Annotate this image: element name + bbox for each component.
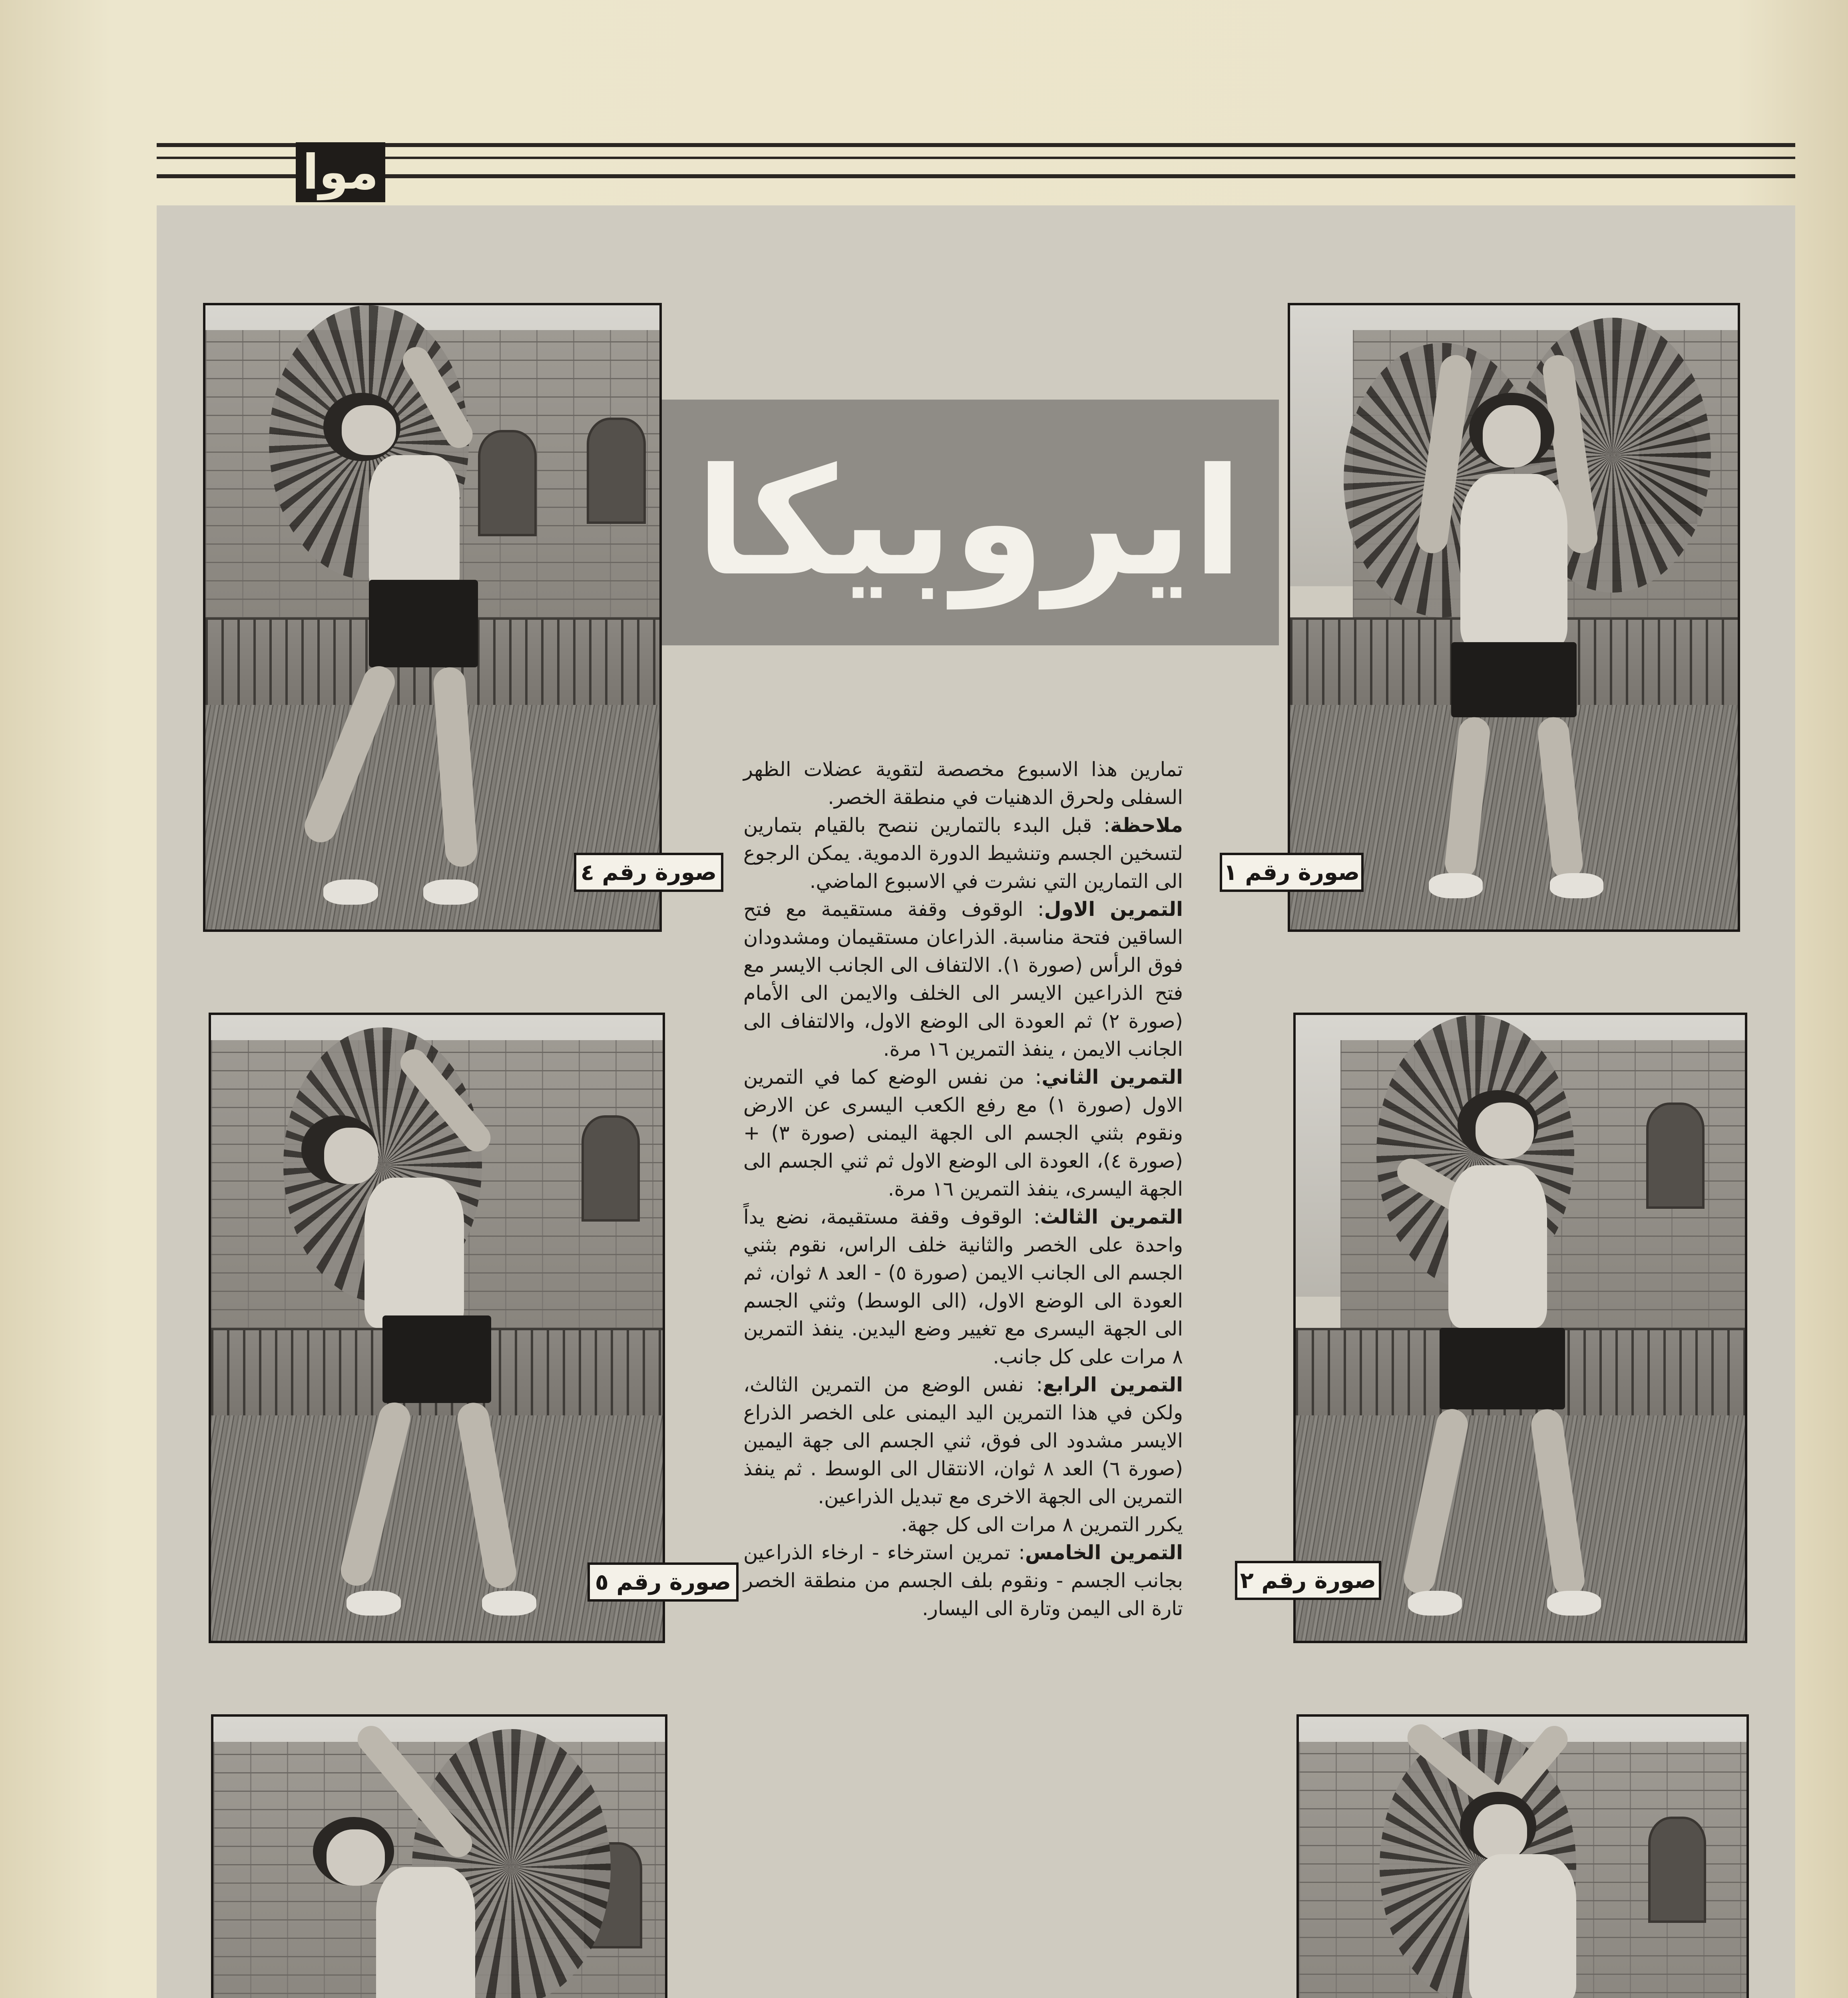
header-rule	[157, 141, 1795, 179]
section-tab: موا	[296, 142, 385, 202]
exercise-2-text: : من نفس الوضع كما في التمرين الاول (صورة ١) مع رفع الكعب اليسرى عن الارض ونقوم بثني الجسم الى الجهة اليمنى (صورة ٣) + (صورة ٤)، العودة الى الوضع الاول ثم ثني الجسم الى الجهة اليسرى، ينفذ التمرين ١٦ مرة.	[743, 1065, 1183, 1200]
photo-4	[203, 303, 662, 932]
exercise-5	[743, 1538, 1183, 1622]
exercise-5-text: : تمرين استرخاء - ارخاء الذراعين بجانب الجسم - ونقوم بلف الجسم من منطقة الخصر تارة الى اليمن وتارة الى اليسار.	[743, 1541, 1183, 1620]
photo-6	[211, 1714, 667, 1998]
photo-4-caption: صورة رقم ٤	[574, 853, 723, 892]
exercise-1	[743, 895, 1183, 1063]
article-intro: تمارين هذا الاسبوع مخصصة لتقوية عضلات الظهر السفلى ولحرق الدهنيات في منطقة الخصر.	[743, 758, 1183, 809]
photo-5	[209, 1013, 665, 1643]
exercise-2-label: التمرين الثاني	[1041, 1065, 1183, 1089]
exercise-5-label: التمرين الخامس	[1025, 1541, 1183, 1564]
photo-3	[1296, 1714, 1749, 1998]
photo-2-caption: صورة رقم ٢	[1235, 1561, 1381, 1600]
photo-2	[1293, 1013, 1747, 1643]
note-label: ملاحظة	[1110, 814, 1183, 837]
exercise-4-text: : نفس الوضع من التمرين الثالث، ولكن في هذا التمرين اليد اليمنى على الخصر الذراع الايسر مشدود الى فوق، ثني الجسم الى جهة اليمين (صورة ٦) العد ٨ ثوان، الانتقال الى الوسط . ثم ينفذ التمرين الى الجهة الاخرى مع تبديل الذراعين.	[743, 1373, 1183, 1508]
note-text: : قبل البدء بالتمارين ننصح بالقيام بتمارين لتسخين الجسم وتنشيط الدورة الدموية. يمكن الرجوع الى التمارين التي نشرت في الاسبوع الماضي.	[743, 814, 1183, 893]
exercise-2	[743, 1063, 1183, 1203]
exercise-3-label: التمرين الثالث	[1040, 1205, 1183, 1228]
exercise-1-text: : الوقوف وقفة مستقيمة مع فتح الساقين فتحة مناسبة. الذراعان مستقيمان ومشدودان فوق الرأس (صورة ١). الالتفاف الى الجانب الايسر مع فتح الذراعين الايسر الى الخلف والايمن الى الأمام (صورة ٢) ثم العودة الى الوضع الاول، والالتفاف الى الجانب الايمن ، ينفذ التمرين ١٦ مرة.	[743, 898, 1183, 1061]
exercise-4	[743, 1371, 1183, 1510]
article-title: ايروبيكا	[695, 436, 1243, 609]
photo-1	[1288, 303, 1740, 932]
exercise-4-label: التمرين الرابع	[1043, 1373, 1183, 1396]
exercise-4-repeat: يكرر التمرين ٨ مرات الى كل جهة.	[901, 1513, 1183, 1536]
article-note	[743, 811, 1183, 895]
exercise-3	[743, 1203, 1183, 1371]
photo-5-caption: صورة رقم ٥	[587, 1562, 739, 1602]
exercise-3-text: : الوقوف وقفة مستقيمة، نضع يداً واحدة على الخصر والثانية خلف الراس، نقوم بثني الجسم الى الجانب الايمن (صورة ٥) - العد ٨ ثوان، ثم العودة الى الوضع الاول، (الى الوسط) وثني الجسم الى الجهة اليسرى مع تغيير وضع اليدين. ينفذ التمرين ٨ مرات على كل جانب.	[743, 1205, 1183, 1368]
photo-1-caption: صورة رقم ١	[1220, 853, 1364, 892]
exercise-1-label: التمرين الاول	[1044, 898, 1183, 921]
article-body	[743, 755, 1183, 1622]
